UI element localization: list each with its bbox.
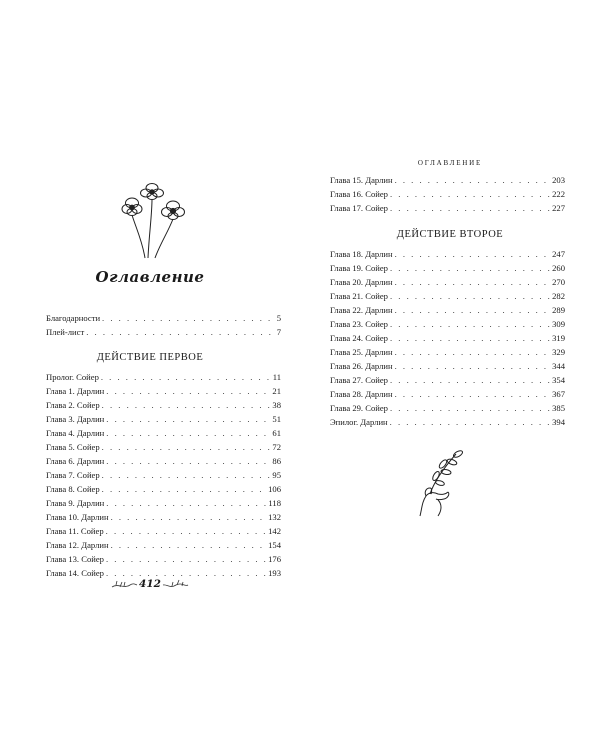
- toc-entry[interactable]: Глава 29. Сойер . . . 385: [330, 401, 565, 415]
- toc-entry[interactable]: Глава 20. Дарлин . . . 270: [330, 275, 565, 289]
- toc-entry[interactable]: Пролог. Сойер . . . 11: [46, 370, 281, 384]
- toc-entry[interactable]: Глава 4. Дарлин . . . 61: [46, 426, 281, 440]
- toc-entry[interactable]: Глава 2. Сойер . . . 38: [46, 398, 281, 412]
- toc-entry[interactable]: Благодарности . . . 5: [46, 311, 281, 325]
- toc-entry[interactable]: Глава 23. Сойер . . . 309: [330, 317, 565, 331]
- toc-entry[interactable]: Плей-лист . . . 7: [46, 325, 281, 339]
- toc-entry[interactable]: Глава 22. Дарлин . . . 289: [330, 303, 565, 317]
- toc-entry[interactable]: Глава 10. Дарлин . . . 132: [46, 510, 281, 524]
- toc-entry[interactable]: Глава 16. Сойер . . . 222: [330, 187, 565, 201]
- toc-entry[interactable]: Глава 8. Сойер . . . 106: [46, 482, 281, 496]
- toc-entry[interactable]: Глава 6. Дарлин . . . 86: [46, 454, 281, 468]
- toc-title: Оглавление: [95, 268, 205, 286]
- toc-entry[interactable]: Глава 9. Дарлин . . . 118: [46, 496, 281, 510]
- toc-entry[interactable]: Глава 7. Сойер . . . 95: [46, 468, 281, 482]
- toc-entry[interactable]: Глава 1. Дарлин . . . 21: [46, 384, 281, 398]
- toc-entry[interactable]: Глава 25. Дарлин . . . 329: [330, 345, 565, 359]
- toc-entry[interactable]: Глава 3. Дарлин . . . 51: [46, 412, 281, 426]
- act-one-heading: ДЕЙСТВИЕ ПЕРВОЕ: [96, 352, 204, 363]
- act-two-list: [330, 247, 565, 429]
- toc-entry[interactable]: Глава 11. Сойер . . . 142: [46, 524, 281, 538]
- toc-entry[interactable]: Глава 12. Дарлин . . . 154: [46, 538, 281, 552]
- toc-entry[interactable]: Глава 18. Дарлин . . . 247: [330, 247, 565, 261]
- act-one-list: [46, 370, 281, 580]
- toc-entry[interactable]: Глава 5. Сойер . . . 72: [46, 440, 281, 454]
- toc-entry[interactable]: Глава 14. Сойер . . . 193: [46, 566, 281, 580]
- running-head: ОГЛАВЛЕНИЕ: [417, 159, 483, 167]
- toc-entry[interactable]: Глава 26. Дарлин . . . 344: [330, 359, 565, 373]
- toc-entry[interactable]: Глава 21. Сойер . . . 282: [330, 289, 565, 303]
- toc-entry[interactable]: Глава 28. Дарлин . . . 367: [330, 387, 565, 401]
- toc-entry[interactable]: Глава 24. Сойер . . . 319: [330, 331, 565, 345]
- act-two-heading: ДЕЙСТВИЕ ВТОРОЕ: [396, 229, 504, 240]
- toc-entry[interactable]: Глава 15. Дарлин . . . 203: [330, 173, 565, 187]
- poppy-flowers-illustration: [118, 180, 194, 260]
- toc-entry[interactable]: Глава 19. Сойер . . . 260: [330, 261, 565, 275]
- page-number: 412: [139, 578, 161, 590]
- hand-with-branch-illustration: [412, 448, 468, 518]
- front-matter-list: [46, 311, 281, 339]
- toc-entry[interactable]: Глава 17. Сойер . . . 227: [330, 201, 565, 215]
- toc-entry[interactable]: Глава 13. Сойер . . . 176: [46, 552, 281, 566]
- toc-entry[interactable]: Глава 27. Сойер . . . 354: [330, 373, 565, 387]
- continued-list: [330, 173, 565, 215]
- toc-entry[interactable]: Эпилог. Дарлин . . . 394: [330, 415, 565, 429]
